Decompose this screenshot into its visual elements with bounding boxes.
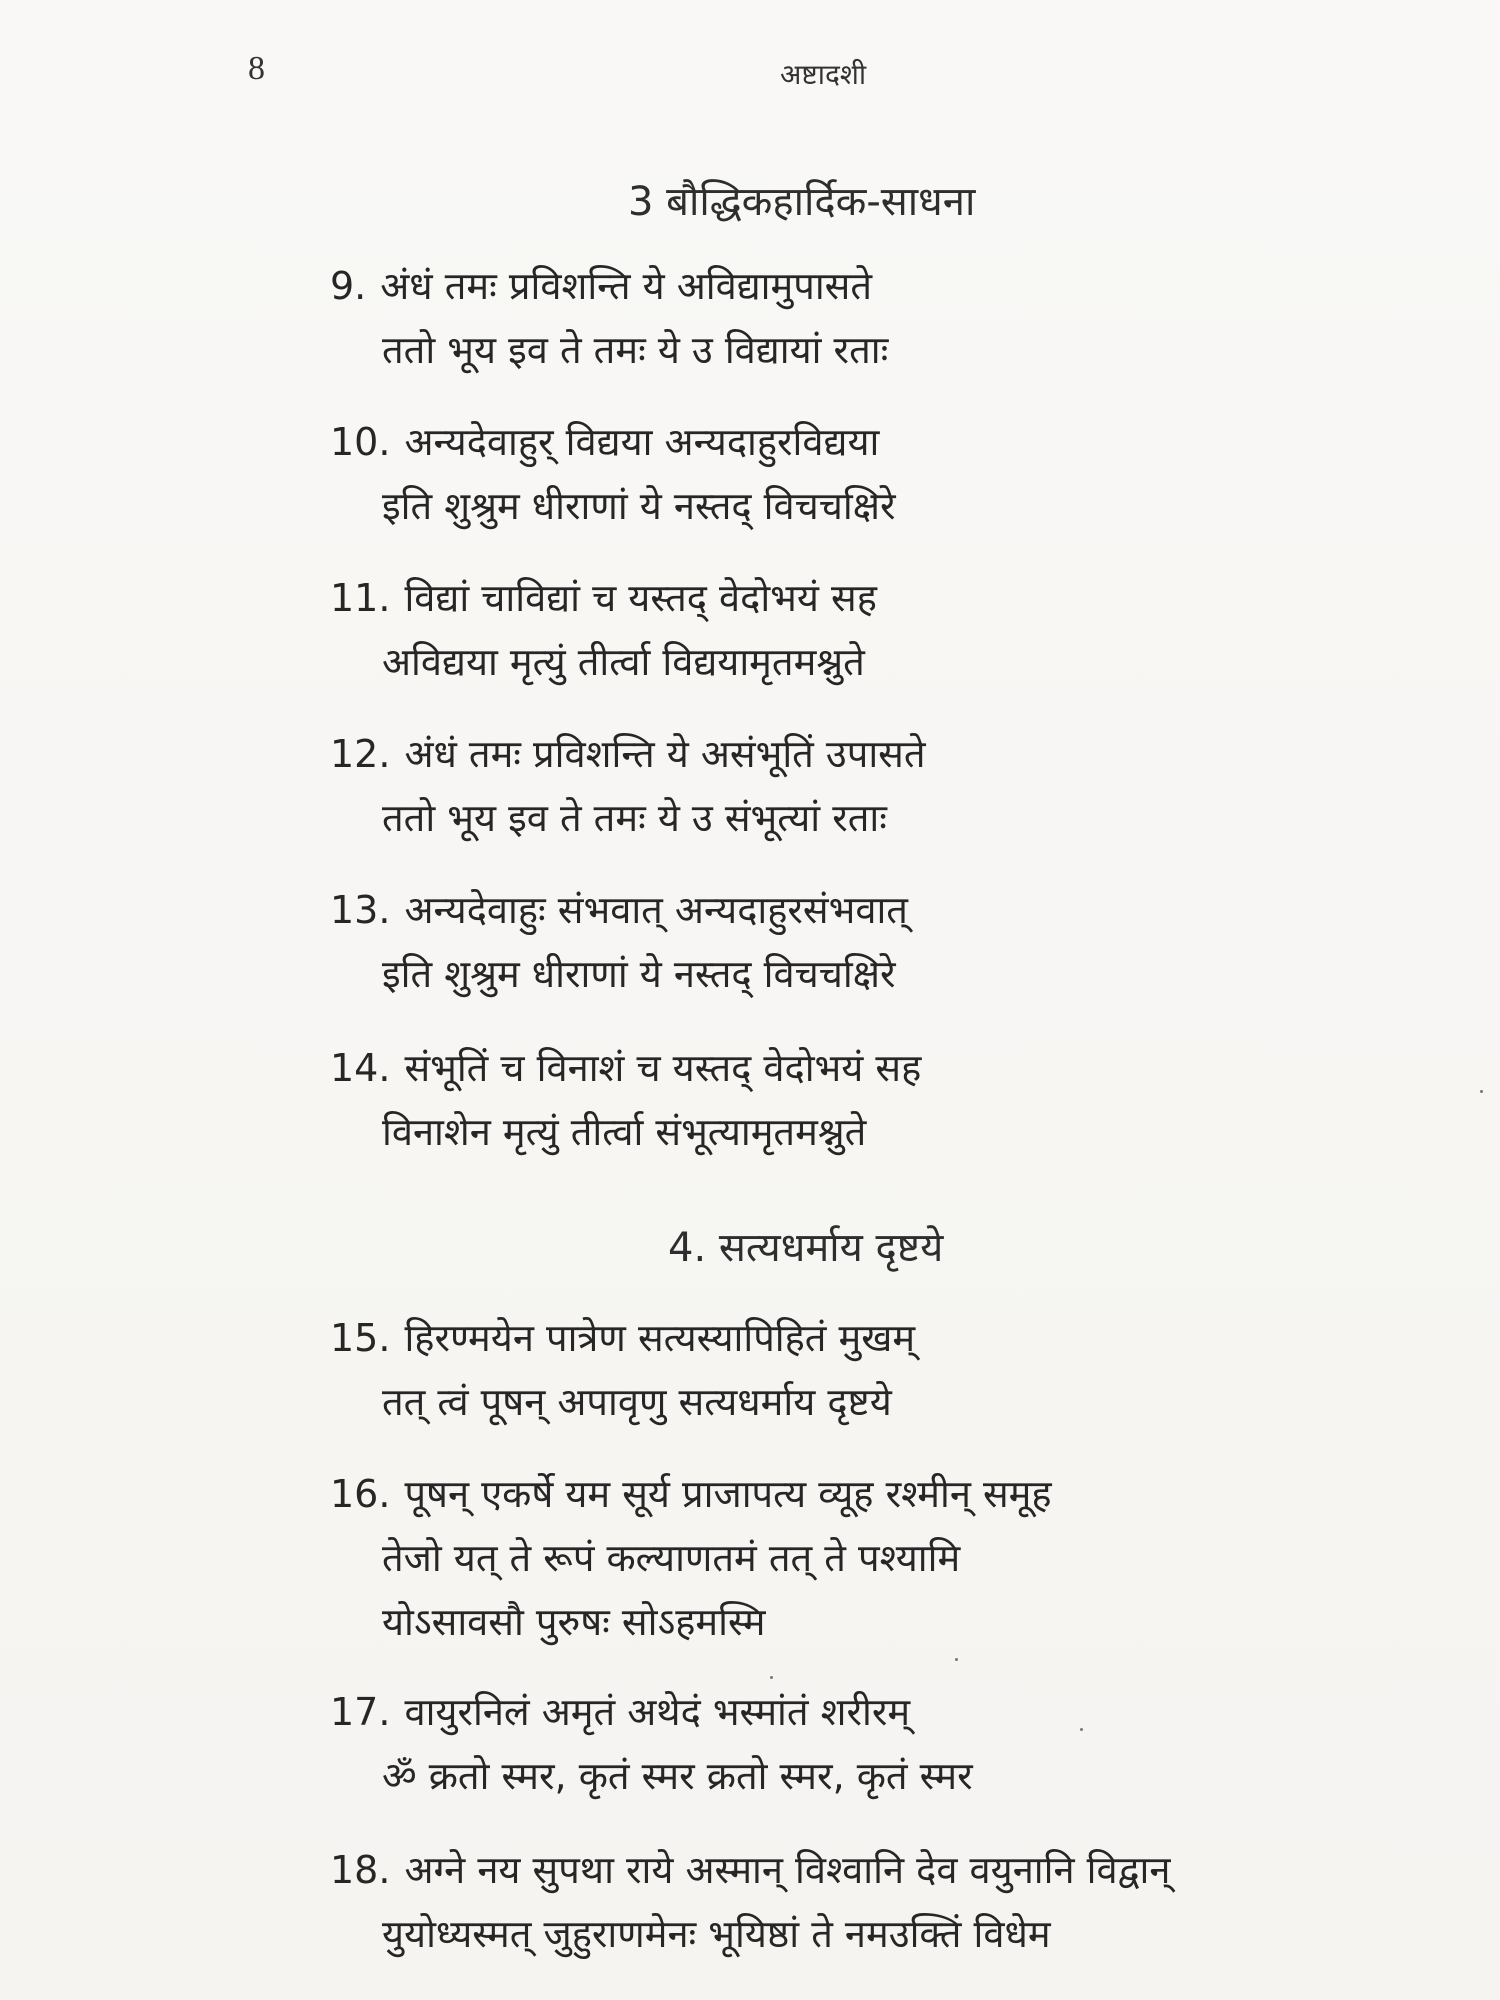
verse-text: अविद्यया मृत्युं तीर्त्वा विद्ययामृतमश्नुते <box>382 640 865 684</box>
verse-text: तत् त्वं पूषन् अपावृणु सत्यधर्माय दृष्टये <box>382 1380 892 1424</box>
verse-text: इति शुश्रुम धीराणां ये नस्तद् विचचक्षिरे <box>382 484 896 528</box>
verse-block <box>330 1838 1170 1966</box>
verse-text: संभूतिं च विनाशं च यस्तद् वेदोभयं सह <box>404 1046 922 1090</box>
verse-block <box>330 1306 915 1434</box>
verse-block <box>330 1680 973 1808</box>
scan-speck <box>955 1658 958 1661</box>
verse-block <box>330 878 908 1006</box>
verse-text: तेजो यत् ते रूपं कल्याणतमं तत् ते पश्यामि <box>382 1536 961 1580</box>
verse-number: 16. <box>330 1472 391 1516</box>
running-title: अष्टादशी <box>780 58 867 91</box>
verse-block <box>330 1036 921 1164</box>
section-heading: 3 बौद्धिकहार्दिक-साधना <box>628 179 976 225</box>
verse-line <box>330 1306 915 1370</box>
verse-line <box>330 566 877 630</box>
verse-text: अग्ने नय सुपथा राये अस्मान् विश्वानि देव वयुनानि विद्वान् <box>404 1848 1171 1892</box>
verse-block <box>330 1462 1052 1654</box>
verse-text: ॐ क्रतो स्मर, कृतं स्मर क्रतो स्मर, कृतं स्मर <box>382 1754 973 1798</box>
verse-block <box>330 722 926 850</box>
verse-number: 12. <box>330 732 391 776</box>
verse-line <box>330 722 926 786</box>
verse-number: 10. <box>330 420 391 464</box>
scan-speck <box>1480 1090 1483 1093</box>
verse-text: विनाशेन मृत्युं तीर्त्वा संभूत्यामृतमश्नुते <box>382 1110 867 1154</box>
verse-text: इति शुश्रुम धीराणां ये नस्तद् विचचक्षिरे <box>382 952 896 996</box>
verse-number: 9. <box>330 264 367 308</box>
verse-line <box>330 878 908 942</box>
page-number: 8 <box>248 50 265 87</box>
verse-number: 14. <box>330 1046 391 1090</box>
verse-block <box>330 410 896 538</box>
verse-line <box>330 1036 921 1100</box>
scan-speck <box>1080 1728 1083 1731</box>
verse-text: ततो भूय इव ते तमः ये उ विद्यायां रताः <box>382 328 889 372</box>
verse-text: ततो भूय इव ते तमः ये उ संभूत्यां रताः <box>382 796 887 840</box>
verse-text: योऽसावसौ पुरुषः सोऽहमस्मि <box>382 1600 766 1644</box>
verse-text: हिरण्मयेन पात्रेण सत्यस्यापिहितं मुखम् <box>404 1316 916 1360</box>
verse-line <box>330 1462 1052 1526</box>
section-heading: 4. सत्यधर्माय दृष्टये <box>668 1225 944 1271</box>
verse-text: अन्यदेवाहुर् विद्यया अन्यदाहुरविद्यया <box>404 420 880 464</box>
verse-line <box>330 254 888 318</box>
verse-text: अंधं तमः प्रविशन्ति ये अविद्यामुपासते <box>380 264 873 308</box>
verse-number: 18. <box>330 1848 391 1892</box>
verse-block <box>330 254 888 382</box>
verse-number: 13. <box>330 888 391 932</box>
verse-text: वायुरनिलं अमृतं अथेदं भस्मांतं शरीरम् <box>404 1690 911 1734</box>
verse-text: अन्यदेवाहुः संभवात् अन्यदाहुरसंभवात् <box>404 888 908 932</box>
verse-number: 15. <box>330 1316 391 1360</box>
verse-number: 11. <box>330 576 391 620</box>
verse-line <box>330 1680 973 1744</box>
verse-line <box>330 1838 1170 1902</box>
verse-text: विद्यां चाविद्यां च यस्तद् वेदोभयं सह <box>404 576 877 620</box>
scan-speck <box>770 1676 773 1679</box>
verse-text: अंधं तमः प्रविशन्ति ये असंभूतिं उपासते <box>404 732 926 776</box>
verse-text: युयोध्यस्मत् जुहुराणमेनः भूयिष्ठां ते नमउक्तिं विधेम <box>382 1912 1051 1956</box>
verse-number: 17. <box>330 1690 391 1734</box>
verse-line <box>330 410 896 474</box>
verse-block <box>330 566 877 694</box>
verse-text: पूषन् एकर्षे यम सूर्य प्राजापत्य व्यूह रश्मीन् समूह <box>404 1472 1052 1516</box>
